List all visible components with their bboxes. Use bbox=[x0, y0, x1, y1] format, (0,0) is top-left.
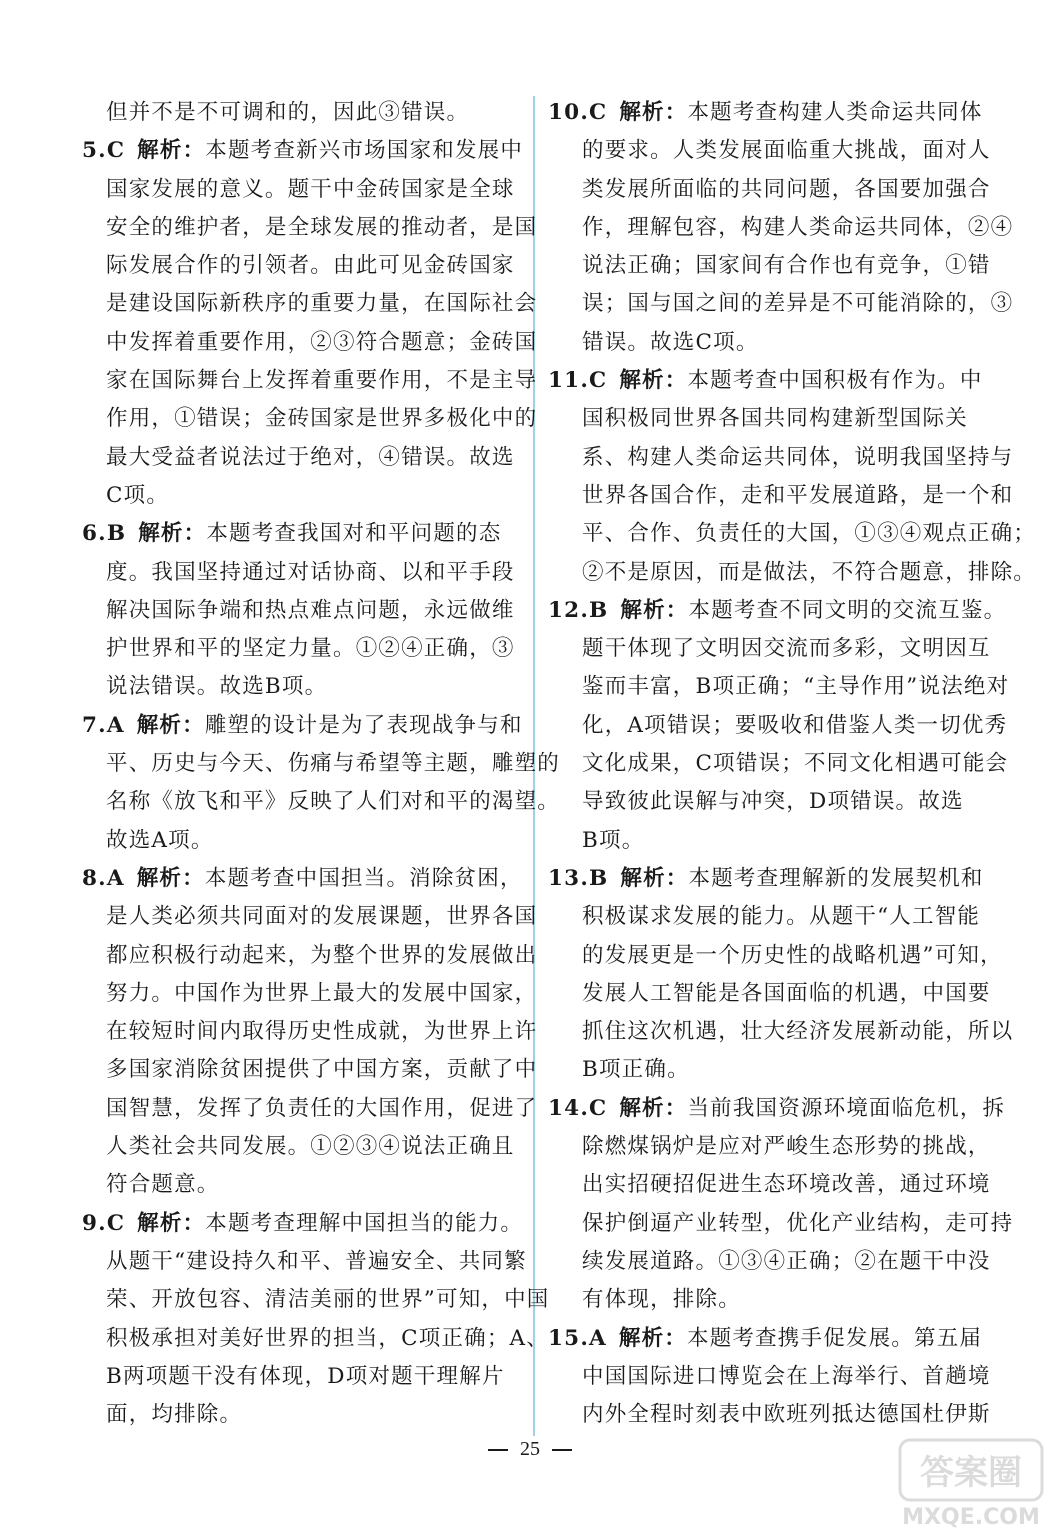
footer-dash-left bbox=[488, 1449, 508, 1451]
answer-text-line: 最大受益者说法过于绝对，④错误。故选 bbox=[106, 444, 515, 470]
answer-first-line bbox=[548, 1090, 1006, 1128]
analysis-label: 解析： bbox=[137, 1210, 206, 1236]
answer-first-line bbox=[548, 592, 1007, 630]
answer-text-line: 国家发展的意义。题干中金砖国家是全球 bbox=[106, 176, 515, 202]
answer-text-line: C项。 bbox=[106, 482, 170, 508]
answer-text-line: 保护倒逼产业转型，优化产业结构，走可持 bbox=[582, 1210, 1014, 1236]
answer-text-line: 国智慧，发挥了负责任的大国作用，促进了 bbox=[106, 1095, 538, 1121]
analysis-label: 解析： bbox=[138, 521, 207, 547]
answer-text: 本题考查理解中国担当的能力。 bbox=[205, 1210, 524, 1236]
answer-text: 本题考查中国积极有作为。中 bbox=[687, 368, 983, 394]
answer-text: 本题考查不同文明的交流互鉴。 bbox=[688, 597, 1007, 623]
page-number: 25 bbox=[520, 1438, 540, 1460]
answer-item bbox=[82, 860, 538, 1205]
answer-text-line: 系、构建人类命运共同体，说明我国坚持与 bbox=[582, 444, 1014, 470]
right-column bbox=[548, 94, 1037, 1434]
answer-text-line: ②不是原因，而是做法，不符合题意，排除。 bbox=[582, 559, 1037, 585]
answer-number: 14.C bbox=[548, 1095, 608, 1121]
answer-number: 8.A bbox=[82, 865, 125, 891]
analysis-label: 解析： bbox=[619, 100, 688, 125]
answer-text-line: 除燃煤锅炉是应对严峻生态形势的挑战， bbox=[582, 1134, 991, 1160]
analysis-label: 解析： bbox=[620, 865, 689, 891]
answer-text-line: 的发展更是一个历史性的战略机遇”可知， bbox=[582, 942, 1003, 968]
answer-text-line: 抓住这次机遇，壮大经济发展新动能，所以 bbox=[582, 1019, 1014, 1045]
answer-text: 本题考查携手促发展。第五届 bbox=[687, 1325, 983, 1351]
answer-text-line: 平、历史与今天、伤痛与希望等主题，雕塑的 bbox=[106, 751, 561, 777]
answer-text-line: 符合题意。 bbox=[106, 1172, 220, 1198]
answer-text-line: 鉴而丰富，B项正确；“主导作用”说法绝对 bbox=[582, 674, 1010, 700]
answer-text-line: 国积极同世界各国共同构建新型国际关 bbox=[582, 406, 968, 432]
answer-number: 9.C bbox=[82, 1210, 126, 1236]
answer-text-line: 积极承担对美好世界的担当，C项正确；A、 bbox=[106, 1325, 549, 1351]
answer-text: 当前我国资源环境面临危机，拆 bbox=[687, 1095, 1006, 1121]
analysis-label: 解析： bbox=[619, 368, 688, 394]
answer-first-line bbox=[82, 707, 526, 745]
answer-text-line: 平、合作、负责任的大国，①③④观点正确； bbox=[582, 521, 1037, 547]
answer-number: 6.B bbox=[82, 521, 127, 547]
answer-text-line: 发展人工智能是各国面临的机遇，中国要 bbox=[582, 980, 991, 1006]
answer-first-line bbox=[548, 860, 994, 898]
answer-text-line: 故选A项。 bbox=[106, 827, 214, 853]
answer-text-line: 出实招硬招促进生态环境改善，通过环境 bbox=[582, 1172, 991, 1198]
answer-text-line: 荣、开放包容、清洁美丽的世界”可知，中国 bbox=[106, 1287, 550, 1313]
answer-text-line: 都应积极行动起来，为整个世界的发展做出 bbox=[106, 942, 538, 968]
answer-text-line: 作用，①错误；金砖国家是世界多极化中的 bbox=[106, 406, 538, 432]
answer-item bbox=[82, 132, 538, 515]
answer-text-line: 在较短时间内取得历史性成就，为世界上许 bbox=[106, 1019, 538, 1045]
answer-text-line: 文化成果，C项错误；不同文化相遇可能会 bbox=[582, 751, 1009, 777]
answer-text-line: B项正确。 bbox=[582, 1057, 690, 1083]
answer-item bbox=[548, 1320, 994, 1435]
answer-first-line bbox=[82, 132, 526, 170]
answer-number: 12.B bbox=[548, 597, 609, 623]
analysis-label: 解析： bbox=[136, 712, 205, 738]
answer-number: 7.A bbox=[82, 712, 125, 738]
answer-text-line: 度。我国坚持通过对话协商、以和平手段 bbox=[106, 559, 515, 585]
answer-text-line: 中国国际进口博览会在上海举行、首趟境 bbox=[582, 1363, 991, 1389]
answer-number: 10.C bbox=[548, 100, 608, 125]
answer-text-line: 家在国际舞台上发挥着重要作用，不是主导 bbox=[106, 368, 538, 394]
answer-item bbox=[82, 94, 526, 132]
left-column bbox=[82, 94, 561, 1434]
answer-number: 5.C bbox=[82, 138, 126, 164]
analysis-label: 解析： bbox=[137, 138, 206, 164]
answer-text: 本题考查构建人类命运共同体 bbox=[687, 100, 983, 125]
answer-first-line bbox=[82, 860, 526, 898]
analysis-label: 解析： bbox=[618, 1325, 687, 1351]
analysis-label: 解析： bbox=[619, 1095, 688, 1121]
answer-item bbox=[548, 592, 1010, 860]
answer-item bbox=[82, 515, 526, 706]
answer-item bbox=[82, 1205, 550, 1435]
answer-text-line: 但并不是不可调和的，因此③错误。 bbox=[106, 100, 470, 125]
answer-text-line: 中发挥着重要作用，②③符合题意；金砖国 bbox=[106, 329, 538, 355]
answer-text-line: 解决国际争端和热点难点问题，永远做维 bbox=[106, 597, 515, 623]
answer-first-line bbox=[548, 362, 994, 400]
answer-text-line: 题干体现了文明因交流而多彩，文明因互 bbox=[582, 636, 991, 662]
answer-number: 13.B bbox=[548, 865, 609, 891]
footer-dash-right bbox=[552, 1449, 572, 1451]
answer-text-line: 际发展合作的引领者。由此可见金砖国家 bbox=[106, 253, 515, 279]
answer-first-line bbox=[82, 515, 526, 553]
answer-item bbox=[548, 860, 1014, 1090]
watermark-text-top: 答案圈 bbox=[920, 1453, 1022, 1493]
answer-text-line: 说法正确；国家间有合作也有竞争，①错 bbox=[582, 253, 991, 279]
answer-text: 本题考查我国对和平问题的态 bbox=[206, 521, 502, 547]
answer-text: 雕塑的设计是为了表现战争与和 bbox=[204, 712, 523, 738]
watermark-logo bbox=[896, 1436, 1046, 1532]
answer-item bbox=[548, 1090, 1014, 1320]
answer-first-line bbox=[82, 1205, 526, 1243]
answer-text-line: 作，理解包容，构建人类命运共同体，②④ bbox=[582, 214, 1014, 240]
answer-text-line: 名称《放飞和平》反映了人们对和平的渴望。 bbox=[106, 789, 561, 815]
answer-text-line: 误；国与国之间的差异是不可能消除的，③ bbox=[582, 291, 1014, 317]
watermark-text-bottom: MXQE.COM bbox=[902, 1505, 1040, 1530]
answer-text-line: 努力。中国作为世界上最大的发展中国家， bbox=[106, 980, 538, 1006]
answer-item bbox=[82, 707, 561, 860]
answer-text: 本题考查理解新的发展契机和 bbox=[688, 865, 984, 891]
answer-first-line bbox=[548, 1320, 994, 1358]
answer-text-line: 导致彼此误解与冲突，D项错误。故选 bbox=[582, 789, 964, 815]
answer-text-line: 类发展所面临的共同问题，各国要加强合 bbox=[582, 176, 991, 202]
answer-text-line: 说法错误。故选B项。 bbox=[106, 674, 328, 700]
answer-text: 本题考查新兴市场国家和发展中 bbox=[205, 138, 524, 164]
answer-text-line: 化，A项错误；要吸收和借鉴人类一切优秀 bbox=[582, 712, 1008, 738]
answer-text-line: 人类社会共同发展。①②③④说法正确且 bbox=[106, 1134, 515, 1160]
answer-text-line: 是建设国际新秩序的重要力量，在国际社会 bbox=[106, 291, 538, 317]
analysis-label: 解析： bbox=[136, 865, 205, 891]
answer-text-line: B两项题干没有体现，D项对题干理解片 bbox=[106, 1363, 505, 1389]
answer-item bbox=[548, 94, 1014, 362]
answer-text-line: 护世界和平的坚定力量。①②④正确，③ bbox=[106, 636, 515, 662]
answer-text-line: 面，均排除。 bbox=[106, 1402, 243, 1428]
answer-text-line: 续发展道路。①③④正确；②在题干中没 bbox=[582, 1248, 991, 1274]
answer-text: 本题考查中国担当。消除贫困， bbox=[204, 865, 523, 891]
analysis-label: 解析： bbox=[620, 597, 689, 623]
answer-text-line: 多国家消除贫困提供了中国方案，贡献了中 bbox=[106, 1057, 538, 1083]
answer-text-line: 安全的维护者，是全球发展的推动者，是国 bbox=[106, 214, 538, 240]
answer-item bbox=[548, 362, 1037, 592]
answer-first-line bbox=[548, 94, 994, 132]
answer-number: 11.C bbox=[548, 368, 608, 394]
answer-text-line: 错误。故选C项。 bbox=[582, 329, 759, 355]
answer-text-line: 世界各国合作，走和平发展道路，是一个和 bbox=[582, 482, 1014, 508]
answer-text-line: 从题干“建设持久和平、普遍安全、共同繁 bbox=[106, 1248, 527, 1274]
answer-text-line: 的要求。人类发展面临重大挑战，面对人 bbox=[582, 138, 991, 164]
answer-text-line: 是人类必须共同面对的发展课题，世界各国 bbox=[106, 904, 538, 930]
answer-text-line: 内外全程时刻表中欧班列抵达德国杜伊斯 bbox=[582, 1402, 991, 1428]
answer-text-line: 积极谋求发展的能力。从题干“人工智能 bbox=[582, 904, 981, 930]
answer-text-line: B项。 bbox=[582, 827, 645, 853]
answer-number: 15.A bbox=[548, 1325, 607, 1351]
answer-text-line: 有体现，排除。 bbox=[582, 1287, 741, 1313]
